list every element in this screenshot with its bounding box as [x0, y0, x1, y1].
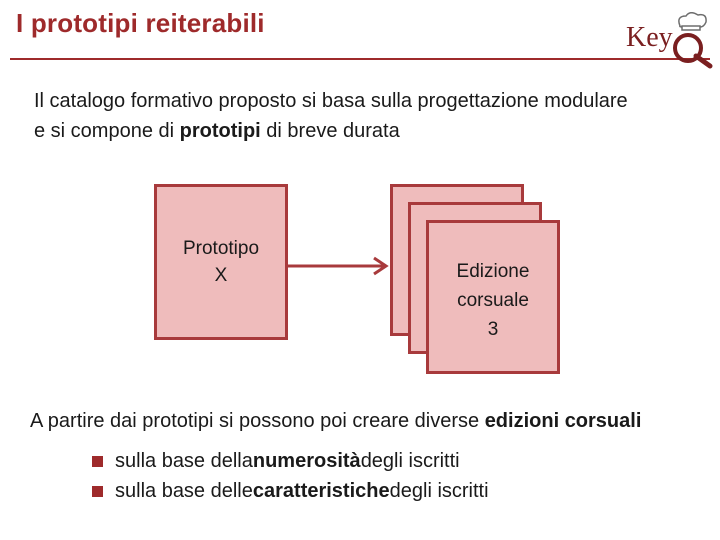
prototype-box [154, 184, 288, 340]
intro-line-1: Il catalogo formativo proposto si basa sulla progettazione modulare [34, 90, 628, 112]
edition-number: 3 [487, 319, 499, 340]
edition-label-1: Edizione [456, 261, 530, 282]
bullet-item: sulla base delle caratteristiche degli iscritti [92, 476, 489, 506]
bullet-item: sulla base della numerosità degli iscritti [92, 446, 489, 476]
flow-arrow [288, 252, 394, 282]
edition-label-2: corsuale [457, 290, 529, 311]
bullet-list [92, 446, 489, 506]
conclusion-text: A partire dai prototipi si possono poi creare diverse edizioni corsuali [30, 410, 642, 432]
edition-card-3 [426, 220, 560, 374]
intro-line-2: e si compone di prototipi di breve durata [34, 120, 400, 142]
title-divider [10, 58, 710, 60]
conclusion-highlight: edizioni corsuali [484, 410, 642, 432]
intro-highlight: prototipi [179, 120, 261, 142]
logo-text: Key [626, 22, 673, 53]
square-bullet-icon [92, 456, 103, 467]
square-bullet-icon [92, 486, 103, 497]
prototype-id: X [214, 265, 228, 286]
intro-text [34, 86, 704, 146]
slide-title: I prototipi reiterabili [16, 8, 265, 38]
keyq-logo [622, 12, 714, 72]
chef-hat-magnifier-icon [622, 12, 714, 72]
prototype-label: Prototipo [182, 238, 260, 259]
